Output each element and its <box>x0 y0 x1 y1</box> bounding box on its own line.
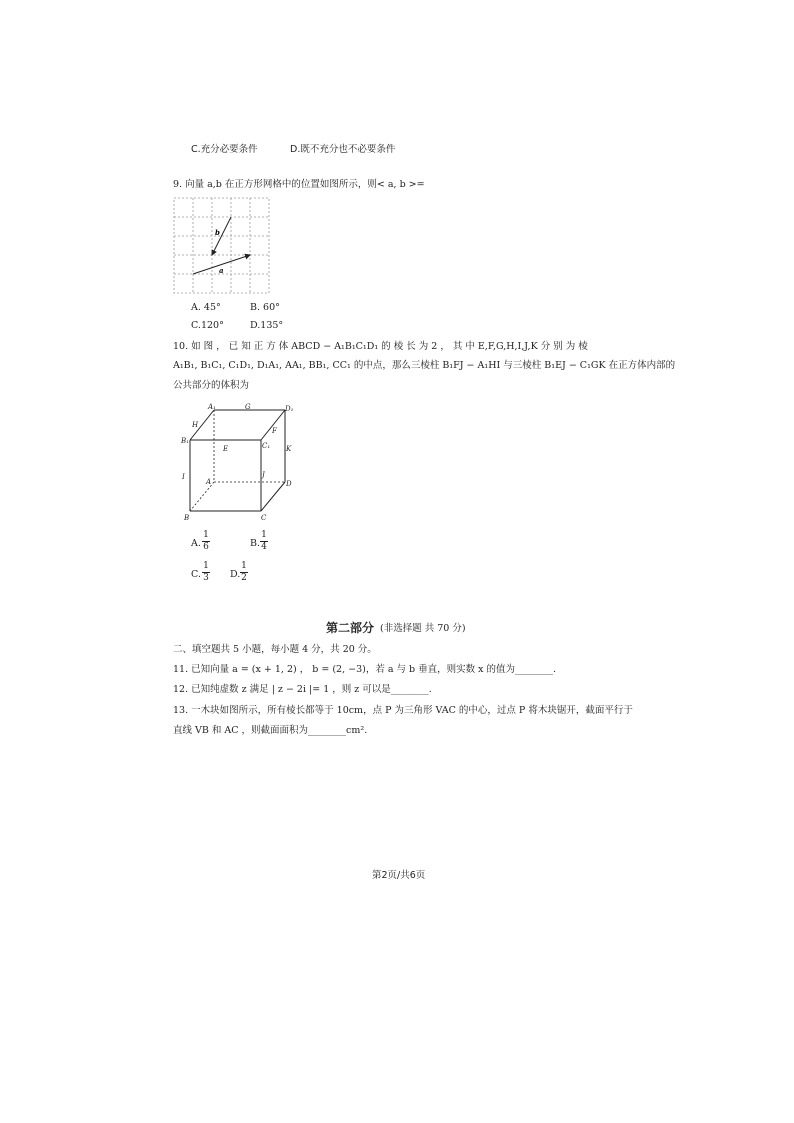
vertex-d: D <box>286 480 292 488</box>
option-d-prev: D.既不充分也不必要条件 <box>290 144 396 155</box>
q10-stem-line3: 公共部分的体积为 <box>173 380 250 391</box>
vertex-c: C <box>261 514 267 522</box>
q10-option-d-fraction: 1 2 <box>241 561 247 583</box>
q9-option-d: D.135° <box>250 320 284 331</box>
point-i: I <box>182 473 185 481</box>
vertex-a1: A₁ <box>208 403 216 411</box>
q9-option-b: B. 60° <box>250 302 280 313</box>
q10-option-b-label: B. <box>250 538 261 549</box>
point-h: H <box>192 421 199 429</box>
label-a: a <box>219 266 224 275</box>
vertex-c1: C₁ <box>262 442 271 450</box>
part2-title: 第二部分 <box>326 621 375 635</box>
vertex-b: B <box>184 514 190 522</box>
q10-option-d-label: D. <box>230 569 241 580</box>
q13-line1: 13. 一木块如图所示，所有棱长都等于 10cm，点 P 为三角形 VAC 的中心，过点 P 将木块锯开，截面平行于 <box>173 705 633 716</box>
vertex-b1: B₁ <box>181 437 189 445</box>
point-g: G <box>245 403 251 411</box>
q10-option-a-fraction: 1 6 <box>203 530 209 552</box>
label-b: b <box>215 228 220 237</box>
q13-line2: 直线 VB 和 AC ，则截面面积为________cm². <box>173 725 368 736</box>
q9-option-c: C.120° <box>191 320 224 331</box>
part2-subtitle: (非选择题 共 70 分) <box>380 623 466 634</box>
q10-option-c-fraction: 1 3 <box>203 561 209 583</box>
option-c-prev: C.充分必要条件 <box>191 144 258 155</box>
q10-option-b-fraction: 1 4 <box>261 530 267 552</box>
page-footer: 第2页/共6页 <box>372 870 426 881</box>
q10-cube-figure <box>176 400 301 525</box>
q10-stem-line2: A₁B₁, B₁C₁, C₁D₁, D₁A₁, AA₁, BB₁, CC₁ 的中点，那么三棱柱 B₁FJ − A₁HI 与三棱柱 B₁EJ − C₁GK 在正方体内部的 <box>173 360 676 371</box>
point-j: J <box>262 471 265 479</box>
q10-option-a-label: A. <box>191 538 201 549</box>
vertex-d1: D₁ <box>285 405 294 413</box>
section-fill-blank: 二、填空题共 5 小题，每小题 4 分，共 20 分。 <box>173 644 377 655</box>
q12: 12. 已知纯虚数 z 满足 | z − 2i |= 1 ，则 z 可以是________. <box>173 684 432 695</box>
q10-option-c-label: C. <box>191 569 201 580</box>
q11: 11. 已知向量 a = (x + 1, 2) ， b = (2, −3)，若 a 与 b 垂直，则实数 x 的值为________. <box>173 664 557 675</box>
q9-grid-figure <box>173 196 271 296</box>
point-e: E <box>223 445 229 453</box>
point-k: K <box>286 445 292 453</box>
q9-stem: 9. 向量 a,b 在正方形网格中的位置如图所示，则< a, b >= <box>173 179 425 190</box>
q9-option-a: A. 45° <box>191 302 221 313</box>
point-f: F <box>272 427 277 435</box>
q10-stem-line1: 10. 如 图 ， 已 知 正 方 体 ABCD − A₁B₁C₁D₁ 的 棱 长 为 2 ， 其 中 E,F,G,H,I,J,K 分 别 为 棱 <box>173 341 588 352</box>
vertex-a: A <box>206 478 212 486</box>
